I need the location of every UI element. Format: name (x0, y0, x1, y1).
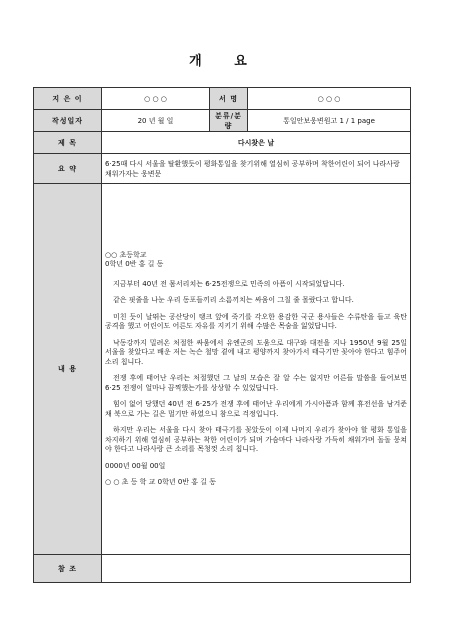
author-row (34, 88, 411, 110)
overview-form (33, 87, 411, 583)
content-school: ○○ 초등학교 (105, 250, 147, 259)
content-signature: ○ ○ 초 등 학 교 0학년 0반 홍 길 동 (105, 478, 216, 486)
content-student: 0학년 0반 홍 길 동 (105, 260, 164, 268)
content-paragraph: 전쟁 후에 태어난 우리는 처절했던 그 날의 모습은 잘 알 수는 없지만 어른들 말씀을 들어보면 6·25 전쟁이 얼마나 끔찍했는가를 상상할 수 있었답니다. (105, 374, 407, 392)
content-row (34, 184, 411, 555)
subject-label: 제 목 (34, 132, 102, 154)
reference-row (34, 555, 411, 583)
content-paragraph: 하지만 우리는 서울을 다시 찾아 태극기를 꽂았듯이 이제 나머지 우리가 찾아야 할 평화 통일을 차지하기 위해 열심히 공부하는 착한 어린이가 되며 가슴마다 나라사랑 가득히 채워가며 돌돌 뭉쳐야 한다고 나라사랑 큰 소리를 목청껏 소리 칩니다. (105, 426, 407, 453)
subject-value: 다시찾은 날 (102, 132, 411, 154)
writer-label: 서 명 (210, 88, 248, 110)
content-paragraph: 미친 듯이 날뛰는 공산당이 탱크 앞에 죽기를 각오한 용감한 국군 용사들은 수류탄을 들고 육탄 공격을 했고 어린이도 어른도 자유를 지키기 위해 수많은 목숨을 잃었답니다. (105, 312, 407, 330)
summary-label: 요 약 (34, 154, 102, 184)
category-value: 통일안보웅변원고 1 / 1 page (248, 110, 411, 132)
content-body (102, 184, 411, 555)
date-row (34, 110, 411, 132)
date-value: 20 년 월 일 (102, 110, 210, 132)
summary-value: 6·25때 다시 서울을 탈환했듯이 평화통일을 찾기위해 열심히 공부하며 착한어린이 되어 나라사랑 채워가자는 웅변문 (102, 154, 411, 184)
subject-row (34, 132, 411, 154)
author-value: ○ ○ ○ (102, 88, 210, 110)
content-date: 0000년 00월 00일 (105, 461, 166, 470)
document-title: 개 요 (189, 54, 261, 69)
reference-label: 참 조 (34, 555, 102, 583)
category-label: 분류/분량 (210, 110, 248, 132)
content-label: 내 용 (34, 184, 102, 555)
content-paragraph: 같은 핏줄을 나눈 우리 동포들끼리 소름끼치는 싸움이 그칠 줄 몰랐다고 합니다. (113, 296, 354, 304)
writer-value: ○ ○ ○ (248, 88, 411, 110)
content-paragraph: 낙동강까지 밀려온 처절한 싸움에서 유엔군의 도움으로 대구와 대전을 지나 1950년 9월 25일 서울을 찾았다고 배운 저는 녹슨 철망 곁에 내고 평양까지 찾아가서 태극기만 꽂아야 한다고 힘주어 소리 칩니다. (105, 338, 407, 366)
reference-value (102, 555, 411, 583)
content-paragraph: 지금부터 40년 전 몸서리치는 6·25전쟁으로 민족의 아픔이 시작되었답니다. (113, 279, 345, 288)
date-label: 작성일자 (34, 110, 102, 132)
author-label: 지 은 이 (34, 88, 102, 110)
content-paragraph: 힘이 없어 당했던 40년 전 6·25가 전쟁 후에 태어난 우리에게 가시아픔과 함께 휴전선을 남겨준 채 북으로 가는 길은 멀기만 하였으니 참으로 걱정입니다. (105, 400, 407, 418)
summary-row (34, 154, 411, 184)
